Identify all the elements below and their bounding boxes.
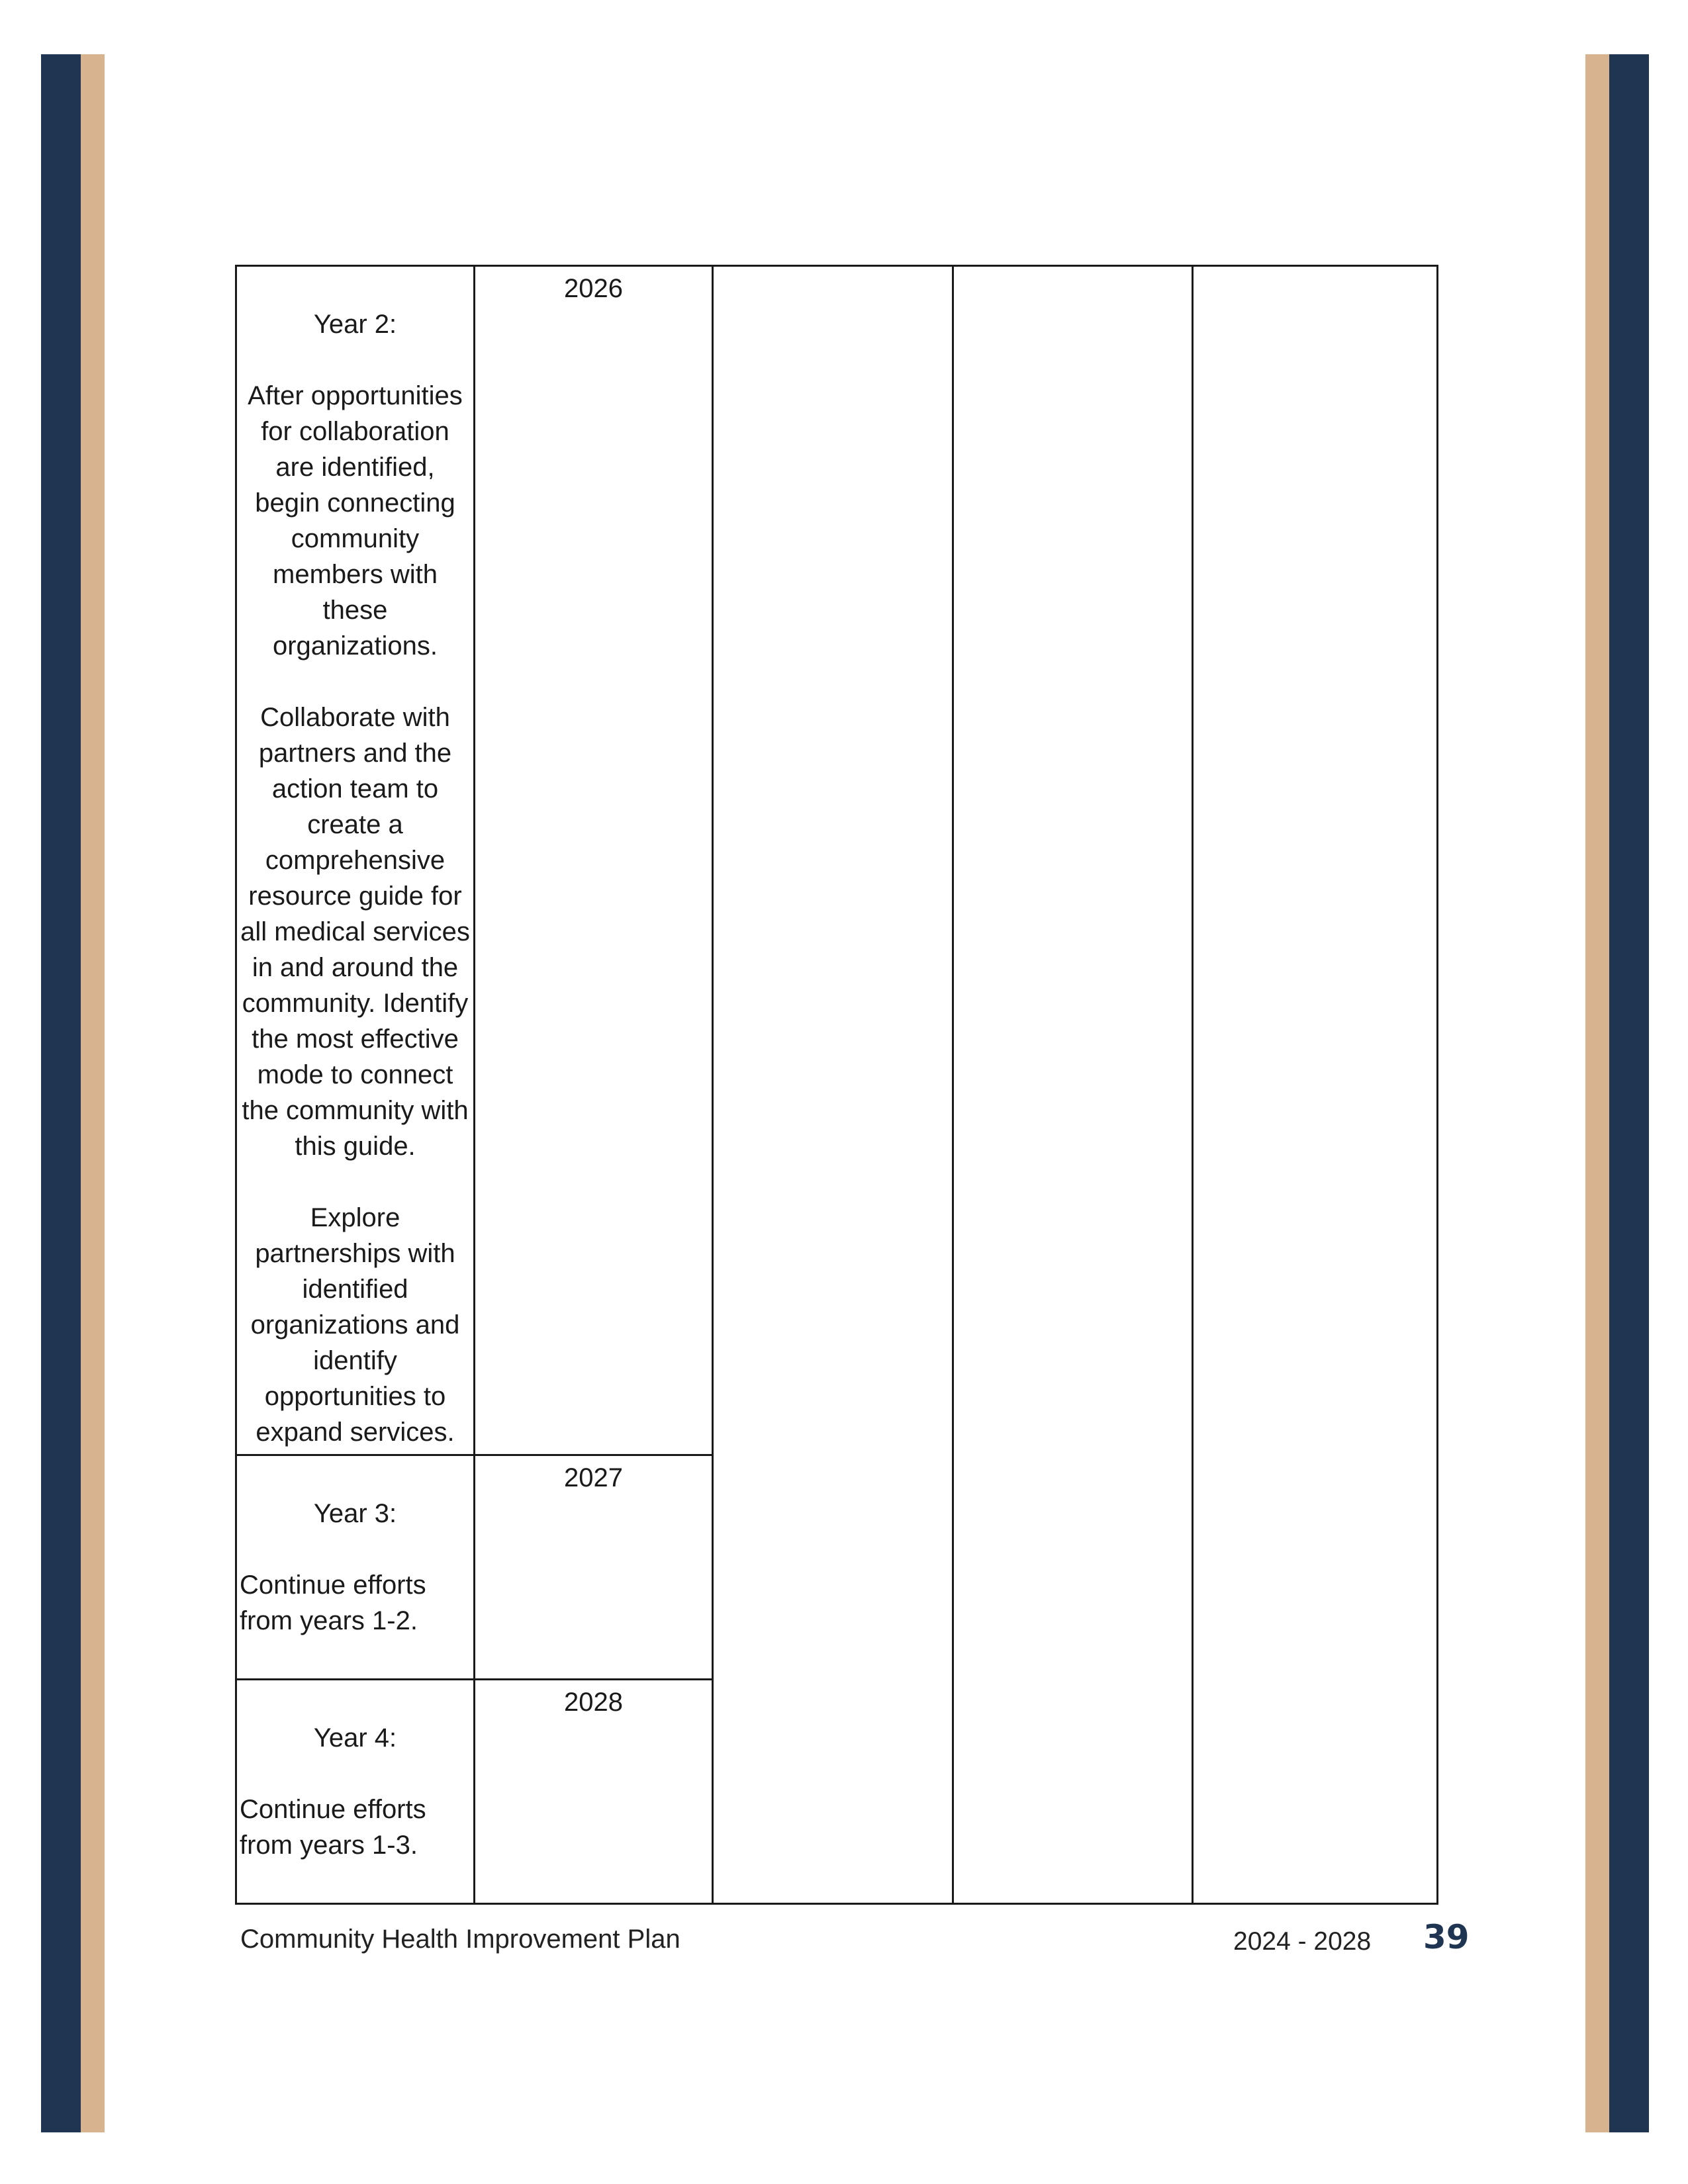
- step-heading: Year 3:: [313, 1499, 397, 1528]
- step-body: After opportunities for collaboration are identified, begin connecting community members with these organizations. Collaborate with partners and the action team to create a comprehensive resource guide for all medical services in and around the community. Identify the most effective mode to connect the community with this guide. Explore partnerships with identified organizations and identify opportunities to expand services.: [240, 381, 470, 1447]
- left-navy-stripe: [41, 54, 81, 2132]
- step-heading: Year 2:: [313, 310, 397, 339]
- step-body: Continue efforts from years 1-3.: [240, 1795, 426, 1860]
- empty-cell: [713, 266, 953, 1904]
- year-cell: 2026: [475, 266, 713, 1455]
- step-cell: [236, 266, 475, 1455]
- footer-years: 2024 - 2028: [1233, 1927, 1372, 1956]
- page-number: 39: [1423, 1918, 1470, 1956]
- footer-title: Community Health Improvement Plan: [240, 1925, 680, 1954]
- year-cell: 2028: [475, 1680, 713, 1904]
- step-cell: [236, 1455, 475, 1680]
- table-row: [236, 266, 1438, 1455]
- step-body: Continue efforts from years 1-2.: [240, 1570, 426, 1635]
- action-plan-table: [235, 265, 1438, 1905]
- year-cell: 2027: [475, 1455, 713, 1680]
- empty-cell: [1193, 266, 1438, 1904]
- empty-cell: [953, 266, 1193, 1904]
- right-navy-stripe: [1609, 54, 1649, 2132]
- left-tan-stripe: [81, 54, 105, 2132]
- step-heading: Year 4:: [313, 1723, 397, 1752]
- step-cell: [236, 1680, 475, 1904]
- right-tan-stripe: [1585, 54, 1609, 2132]
